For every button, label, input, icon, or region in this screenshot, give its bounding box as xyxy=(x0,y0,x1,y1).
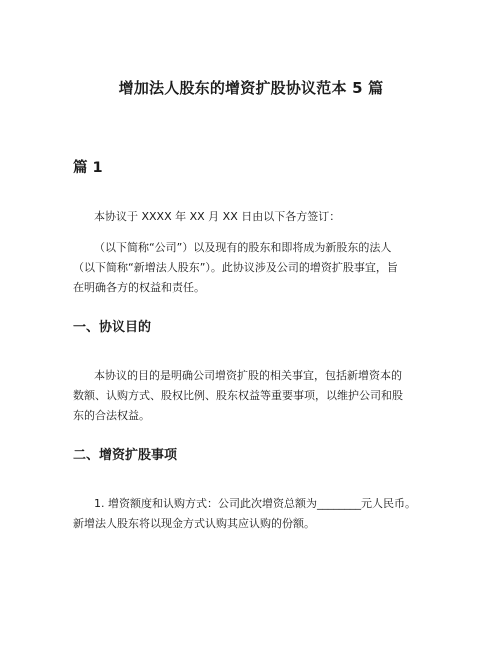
article-heading: 篇 1 xyxy=(73,160,103,176)
intro-line: 本协议于 XXXX 年 XX 月 XX 日由以下各方签订： xyxy=(73,210,341,223)
section-1-line: 东的合法权益。 xyxy=(73,409,150,422)
intro-paragraph-1 xyxy=(73,207,443,227)
intro-line: （以下简称“公司”）以及现有的股东和即将成为新股东的法人 xyxy=(73,241,392,254)
section-1-paragraph xyxy=(73,366,443,426)
section-2-heading: 二、增资扩股事项 xyxy=(73,448,178,463)
intro-paragraph-2 xyxy=(73,238,443,298)
document-title: 增加法人股东的增资扩股协议范本 5 篇 xyxy=(118,79,384,97)
section-1-line: 本协议的目的是明确公司增资扩股的相关事宜，包括新增资本的 xyxy=(73,369,402,382)
section-1-heading: 一、协议目的 xyxy=(73,320,152,335)
section-2-line: 新增法人股东将以现金方式认购其应认购的份额。 xyxy=(73,517,315,530)
section-1-line: 数额、认购方式、股权比例、股东权益等重要事项，以维护公司和股 xyxy=(73,389,403,402)
section-2-paragraph xyxy=(73,494,443,534)
intro-line: 在明确各方的权益和责任。 xyxy=(73,281,205,294)
section-2-line: 1. 增资额度和认购方式：公司此次增资总额为________元人民币。 xyxy=(73,497,416,510)
intro-line: （以下简称“新增法人股东”）。此协议涉及公司的增资扩股事宜，旨 xyxy=(73,261,398,274)
